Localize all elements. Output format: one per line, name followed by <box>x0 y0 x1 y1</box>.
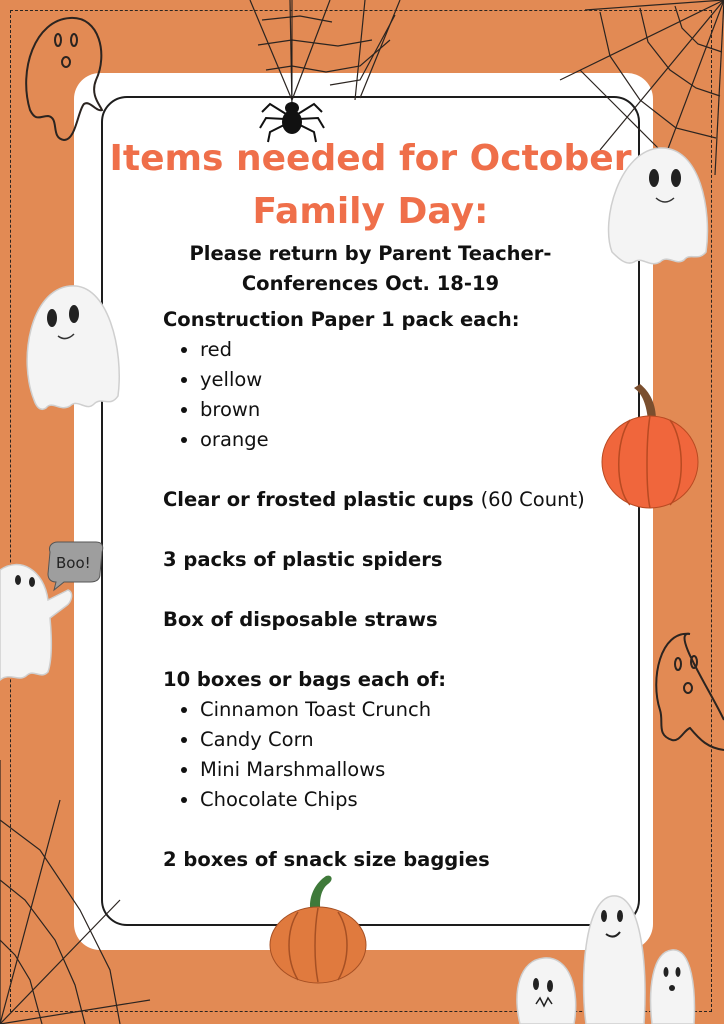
snacks-heading: 10 boxes or bags each of: <box>163 668 447 691</box>
cups-heading: Clear or frosted plastic cups <box>163 488 474 511</box>
construction-paper-list <box>163 335 633 455</box>
ghost-icon <box>656 634 724 750</box>
spiders-item: 3 packs of plastic spiders <box>163 548 443 571</box>
spider-icon <box>260 0 324 142</box>
straws-item: Box of disposable straws <box>163 608 438 631</box>
construction-paper-heading: Construction Paper 1 pack each: <box>163 308 520 331</box>
list-item: • yellow <box>200 365 633 395</box>
list-item: • Mini Marshmallows <box>200 755 633 785</box>
ghost-icon <box>651 950 695 1024</box>
subtitle-line-1: Please return by Parent Teacher- <box>189 242 552 265</box>
supply-list <box>163 305 633 875</box>
list-item: • Cinnamon Toast Crunch <box>200 695 633 725</box>
ghost-icon <box>26 18 102 140</box>
list-item: • Candy Corn <box>200 725 633 755</box>
boo-bubble-text: Boo! <box>56 554 91 572</box>
list-item: • brown <box>200 395 633 425</box>
spiderweb-icon <box>0 760 150 1024</box>
pumpkin-icon <box>270 876 366 983</box>
flyer-title <box>101 132 640 238</box>
cups-count: (60 Count) <box>480 488 585 511</box>
ghost-icon <box>517 958 576 1024</box>
flyer-subtitle <box>101 239 640 299</box>
ghost-icon <box>584 896 645 1024</box>
cups-item <box>163 485 633 515</box>
baggies-item: 2 boxes of snack size baggies <box>163 848 490 871</box>
spiderweb-icon <box>250 0 400 108</box>
subtitle-line-2: Conferences Oct. 18-19 <box>241 272 500 295</box>
ghost-icon <box>27 286 119 409</box>
snacks-list <box>163 695 633 815</box>
list-item: • orange <box>200 425 633 455</box>
title-line-1: Items needed for October <box>109 138 632 179</box>
title-line-2: Family Day: <box>252 191 489 232</box>
list-item: • red <box>200 335 633 365</box>
list-item: • Chocolate Chips <box>200 785 633 815</box>
